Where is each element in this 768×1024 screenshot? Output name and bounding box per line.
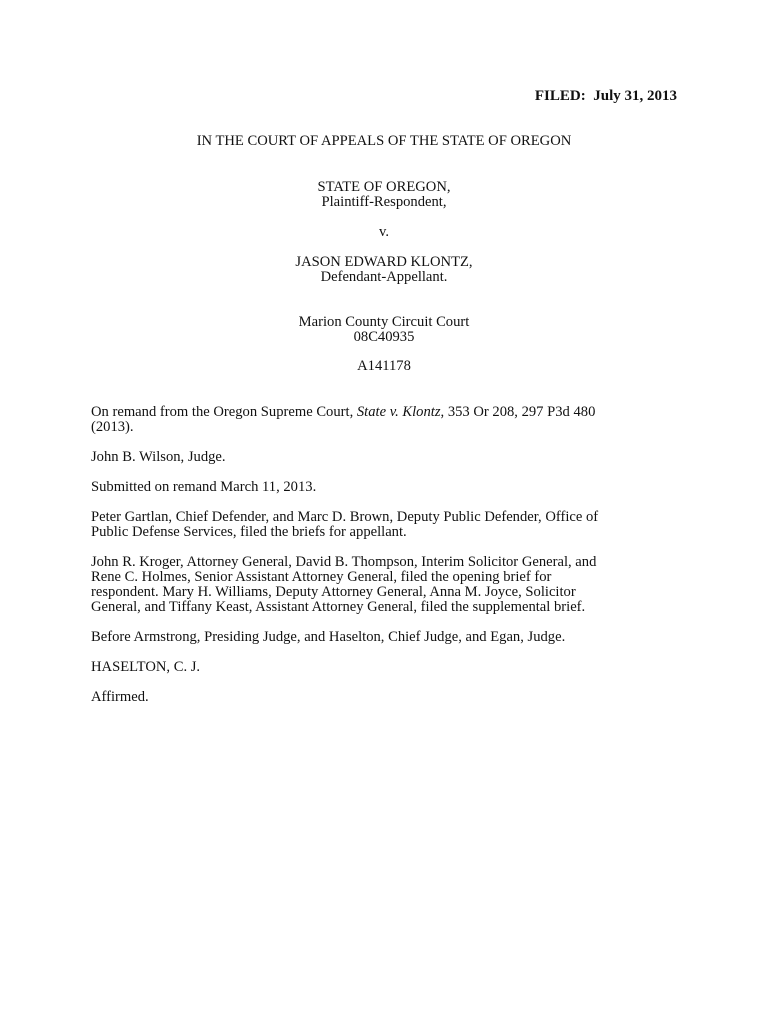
defendant-role: Defendant-Appellant. <box>320 269 448 285</box>
appeal-number: A141178 <box>357 358 411 374</box>
plaintiff-name: STATE OF OREGON, <box>317 179 451 195</box>
respondent-counsel-line: Rene C. Holmes, Senior Assistant Attorney General, filed the opening brief for <box>91 569 552 585</box>
appellant-counsel-line: Public Defense Services, filed the briefs for appellant. <box>91 524 407 540</box>
plaintiff-block <box>0 180 768 210</box>
versus: v. <box>379 224 389 240</box>
respondent-counsel-paragraph <box>91 555 683 615</box>
panel-judges: Before Armstrong, Presiding Judge, and Haselton, Chief Judge, and Egan, Judge. <box>91 629 566 645</box>
lower-court-block <box>0 315 768 345</box>
remand-line-1 <box>91 405 683 420</box>
remand-paragraph <box>91 405 683 435</box>
plaintiff-role: Plaintiff-Respondent, <box>321 194 447 210</box>
remand-line-2: (2013). <box>91 419 134 435</box>
appellant-counsel-line: Peter Gartlan, Chief Defender, and Marc D. Brown, Deputy Public Defender, Office of <box>91 509 599 525</box>
lower-court-name: Marion County Circuit Court <box>298 314 470 330</box>
respondent-counsel-line: General, and Tiffany Keast, Assistant Attorney General, filed the supplemental brief. <box>91 599 586 615</box>
remand-prefix: On remand from the Oregon Supreme Court, <box>91 404 357 420</box>
filed-date: FILED: July 31, 2013 <box>534 88 677 104</box>
submitted-date: Submitted on remand March 11, 2013. <box>91 479 317 495</box>
respondent-counsel-line: respondent. Mary H. Williams, Deputy Attorney General, Anna M. Joyce, Solicitor <box>91 584 576 600</box>
remand-citation: , 353 Or 208, 297 P3d 480 <box>440 404 596 420</box>
remand-case-name: State v. Klontz <box>356 404 441 420</box>
respondent-counsel-line: John R. Kroger, Attorney General, David B. Thompson, Interim Solicitor General, and <box>91 554 597 570</box>
lower-case-number: 08C40935 <box>353 329 415 345</box>
defendant-block <box>0 255 768 285</box>
disposition: Affirmed. <box>91 689 149 705</box>
trial-judge: John B. Wilson, Judge. <box>91 449 226 465</box>
defendant-name: JASON EDWARD KLONTZ, <box>295 254 473 270</box>
opinion-author: HASELTON, C. J. <box>91 659 201 675</box>
court-title: IN THE COURT OF APPEALS OF THE STATE OF OREGON <box>196 133 572 149</box>
appellant-counsel-paragraph <box>91 510 683 540</box>
